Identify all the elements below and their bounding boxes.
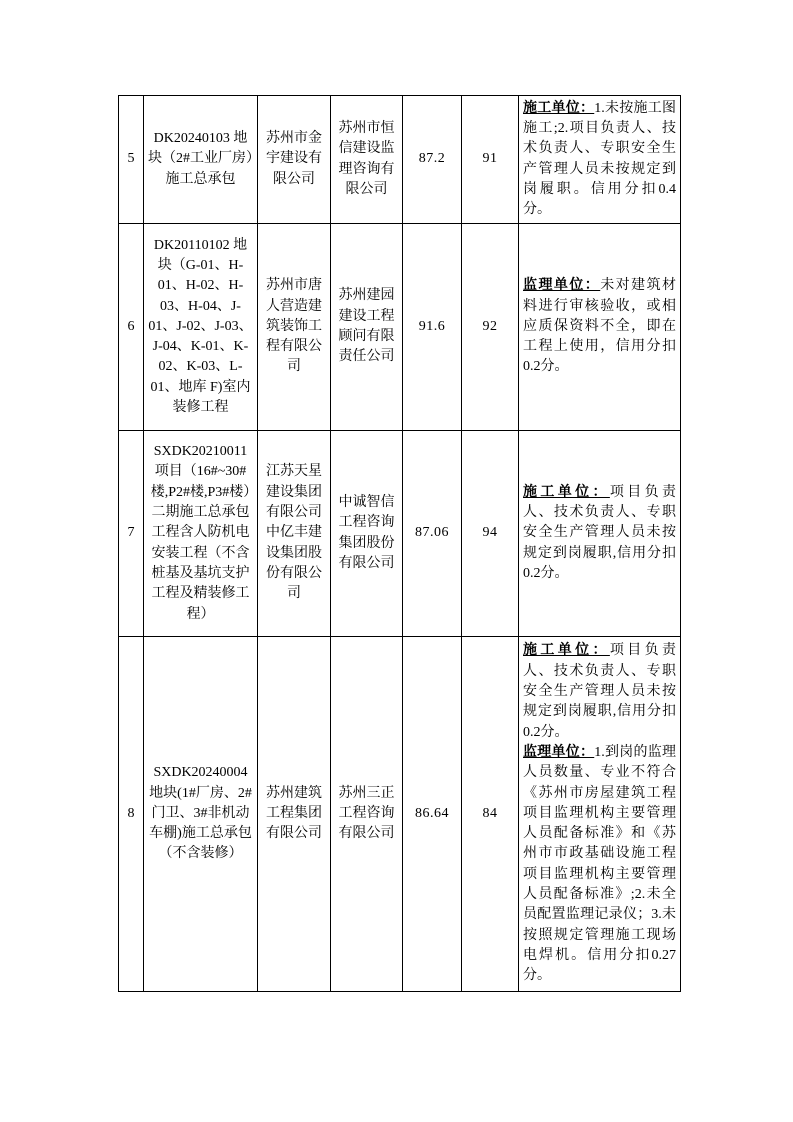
- remark-text: 项目负责人、技术负责人、专职安全生产管理人员未按规定到岗履职,信用分扣0.2分。: [523, 643, 676, 740]
- remarks-cell: [519, 637, 681, 992]
- contractor-score-cell: 86.64: [403, 637, 462, 992]
- remark-text: 1.未按施工图施工;2.项目负责人、技术负责人、专职安全生产管理人员未按规定到岗履职。信用分扣0.4分。: [523, 100, 676, 218]
- project-name-cell: SXDK20210011 项目（16#~30#楼,P2#楼,P3#楼）二期施工总承包工程含人防机电安装工程（不含桩基及基坑支护工程及精装修工程）: [144, 431, 258, 637]
- project-name-cell: DK20110102 地块（G-01、H-01、H-02、H-03、H-04、J-01、J-02、J-03、J-04、K-01、K-02、K-03、L-01、地库 F)室内装修工程: [144, 224, 258, 431]
- project-name-cell: SXDK20240004 地块(1#厂房、2#门卫、3#非机动车棚)施工总承包（不含装修）: [144, 637, 258, 992]
- remark-text: 未对建筑材料进行审核验收，或相应质保资料不全，即在工程上使用，信用分扣0.2分。: [523, 278, 677, 375]
- remark-unit-label: 施工单位：: [523, 100, 595, 116]
- table-row: [119, 431, 681, 637]
- remark-unit-label: 施工单位：: [523, 643, 610, 659]
- row-number-cell: 7: [119, 431, 144, 637]
- contractor-cell: 苏州市唐人营造建筑装饰工程有限公司: [258, 224, 331, 431]
- table-row: [119, 96, 681, 224]
- remark-paragraph: [523, 641, 676, 742]
- supervisor-score-cell: 92: [462, 224, 519, 431]
- supervisor-score-cell: 84: [462, 637, 519, 992]
- contractor-cell: 苏州建筑工程集团有限公司: [258, 637, 331, 992]
- remark-paragraph: [523, 99, 676, 221]
- remark-unit-label: 监理单位：: [523, 744, 595, 760]
- row-number-cell: 6: [119, 224, 144, 431]
- supervisor-cell: 中诚智信工程咨询集团股份有限公司: [331, 431, 403, 637]
- row-number-cell: 5: [119, 96, 144, 224]
- remark-paragraph: [523, 483, 676, 584]
- remarks-cell: [519, 96, 681, 224]
- project-name-cell: DK20240103 地块（2#工业厂房）施工总承包: [144, 96, 258, 224]
- remarks-cell: [519, 431, 681, 637]
- remarks-cell: [519, 224, 681, 431]
- credit-score-table: [118, 95, 681, 992]
- supervisor-cell: 苏州三正工程咨询有限公司: [331, 637, 403, 992]
- remark-text: 项目负责人、技术负责人、专职安全生产管理人员未按规定到岗履职,信用分扣0.2分。: [523, 484, 676, 581]
- contractor-cell: 江苏天星建设集团有限公司中亿丰建设集团股份有限公司: [258, 431, 331, 637]
- remark-paragraph: [523, 276, 676, 377]
- table-row: [119, 637, 681, 992]
- supervisor-cell: 苏州建园建设工程顾问有限责任公司: [331, 224, 403, 431]
- supervisor-score-cell: 91: [462, 96, 519, 224]
- contractor-score-cell: 87.2: [403, 96, 462, 224]
- supervisor-score-cell: 94: [462, 431, 519, 637]
- contractor-cell: 苏州市金宇建设有限公司: [258, 96, 331, 224]
- remark-unit-label: 施工单位：: [523, 484, 610, 500]
- remark-unit-label: 监理单位：: [523, 278, 601, 294]
- supervisor-cell: 苏州市恒信建设监理咨询有限公司: [331, 96, 403, 224]
- remark-text: 1.到岗的监理人员数量、专业不符合《苏州市房屋建筑工程项目监理机构主要管理人员配备标准》和《苏州市市政基础设施工程项目监理机构主要管理人员配备标准》;2.未全员配置监理记录仪；3.未按照规定管理施工现场电焊机。信用分扣0.27分。: [523, 744, 676, 984]
- table-row: [119, 224, 681, 431]
- row-number-cell: 8: [119, 637, 144, 992]
- contractor-score-cell: 87.06: [403, 431, 462, 637]
- contractor-score-cell: 91.6: [403, 224, 462, 431]
- remark-paragraph: [523, 743, 676, 987]
